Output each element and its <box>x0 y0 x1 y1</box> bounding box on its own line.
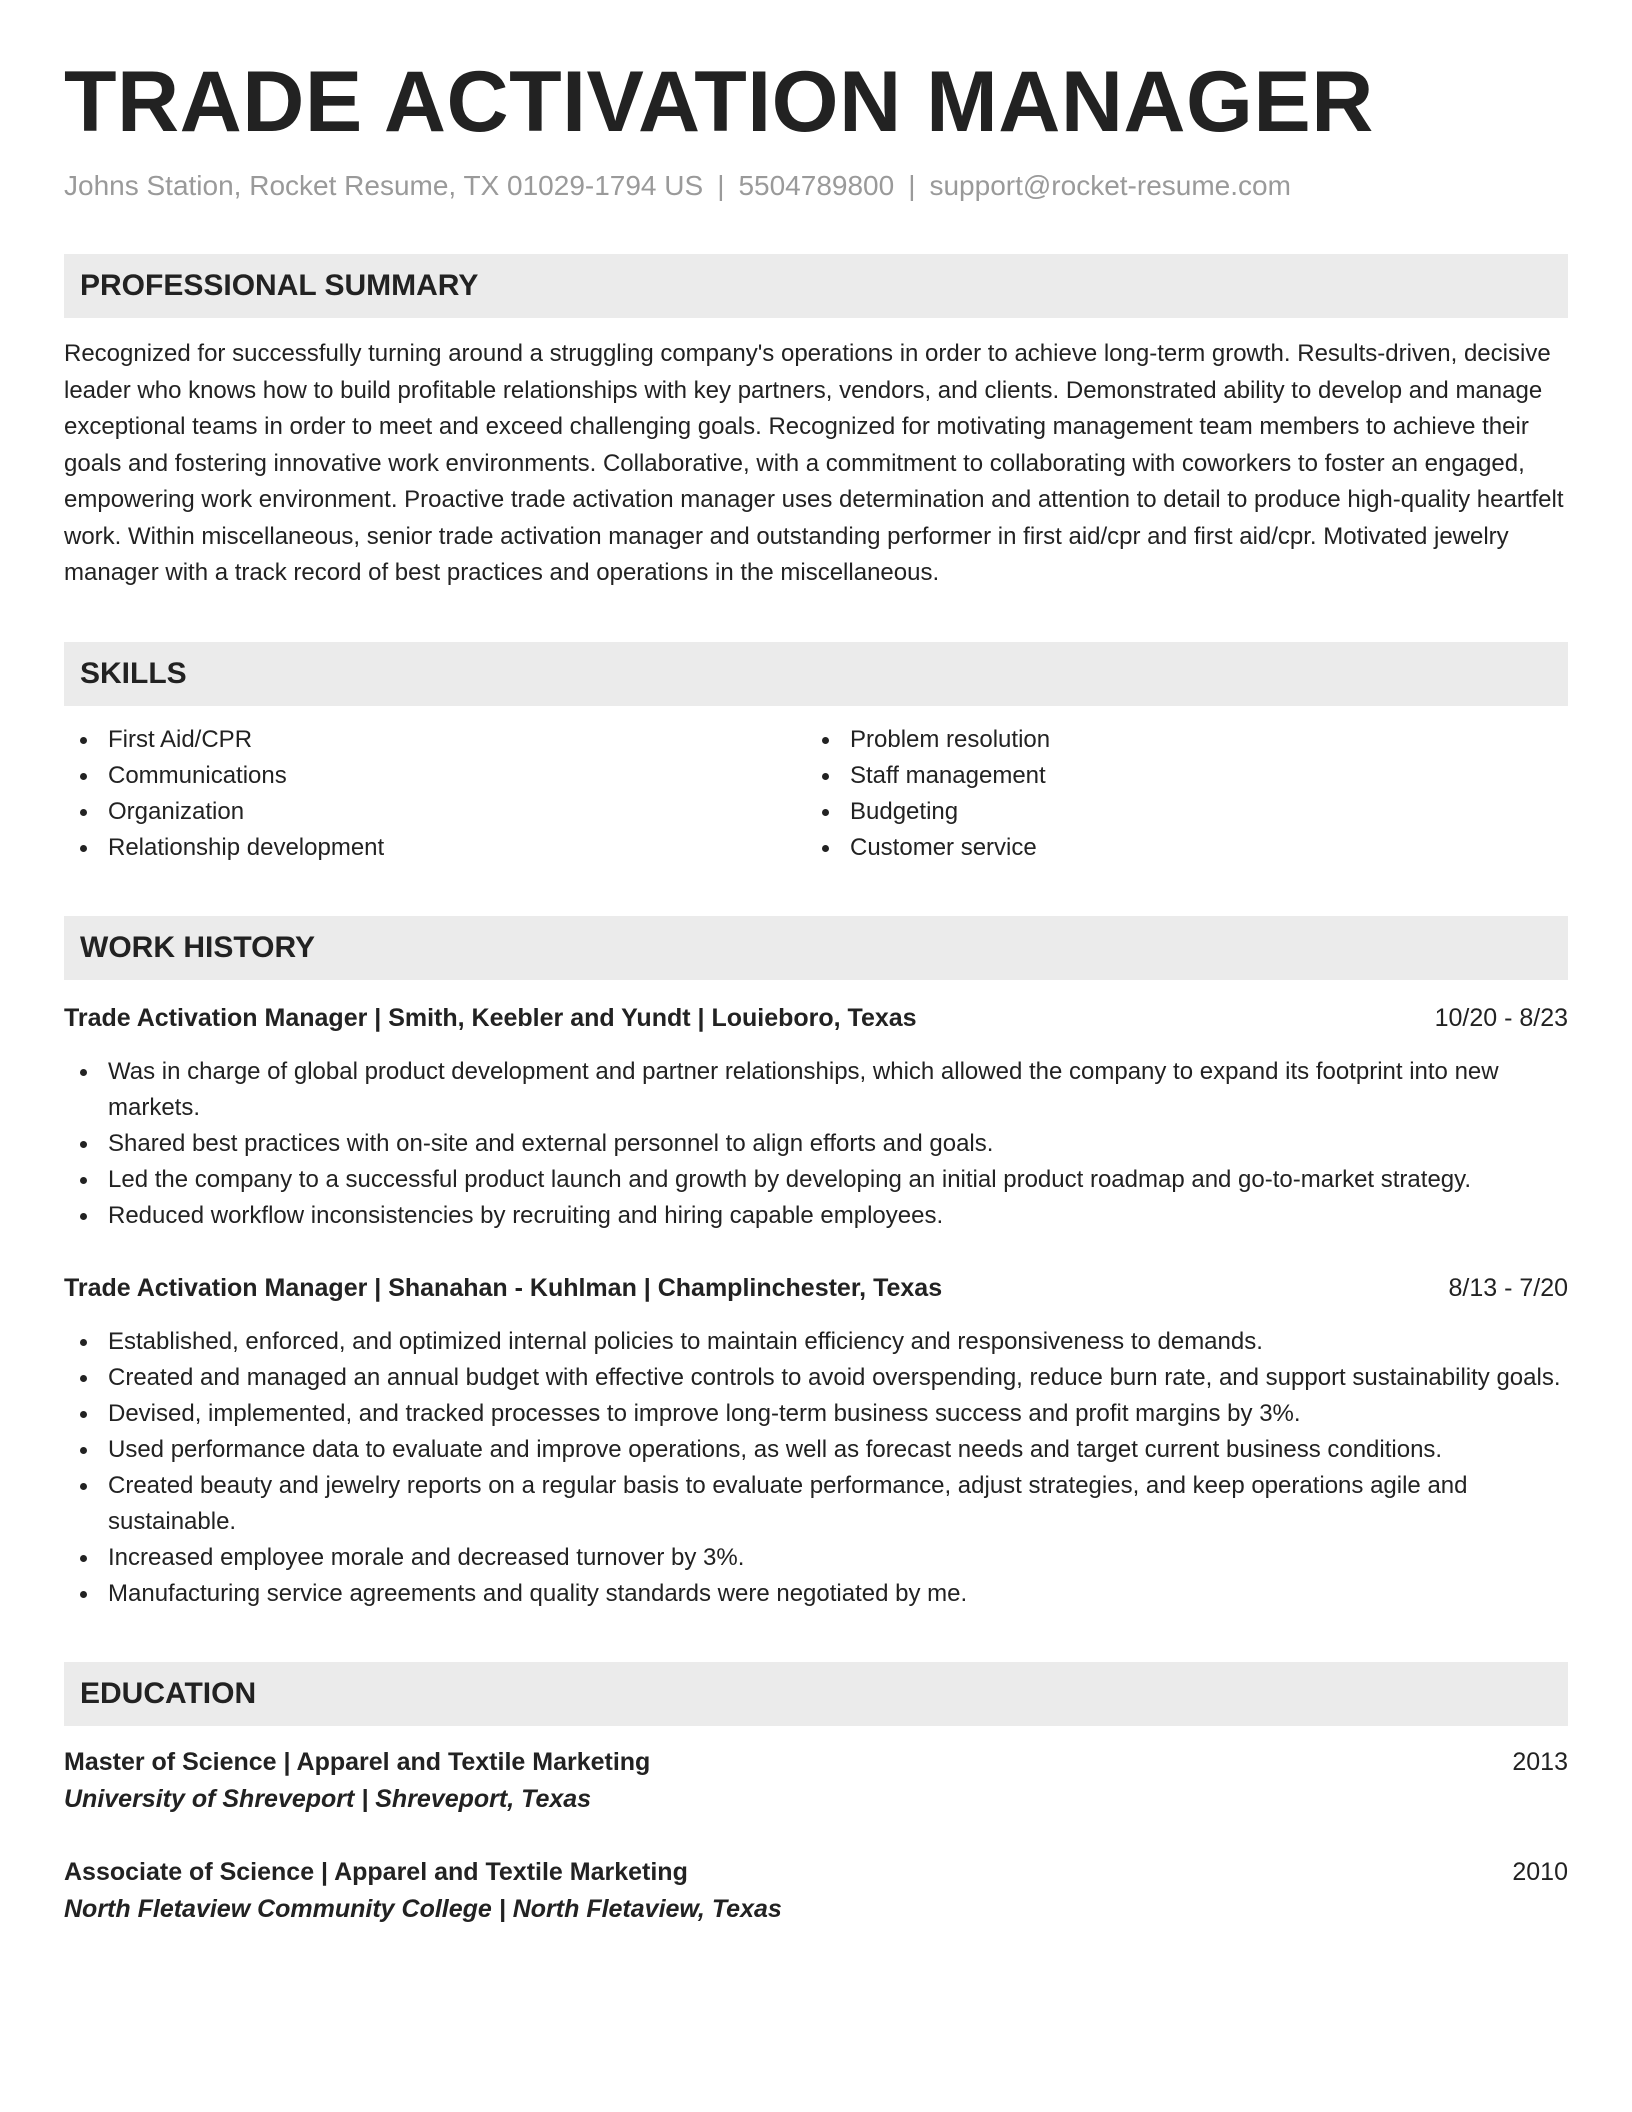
job-bullet: Manufacturing service agreements and quality standards were negotiated by me. <box>64 1576 1568 1612</box>
education-school: North Fletaview Community College | North Fletaview, Texas <box>64 1894 782 1923</box>
job-bullet: Created beauty and jewelry reports on a regular basis to evaluate performance, adjust strategies, and keep operations agile and sustainable. <box>64 1468 1568 1540</box>
job-header <box>64 1270 1568 1306</box>
skill-item: Budgeting <box>806 794 1548 830</box>
job-bullets <box>64 1054 1568 1234</box>
summary-heading: PROFESSIONAL SUMMARY <box>64 254 1568 318</box>
skills-heading: SKILLS <box>64 642 1568 706</box>
work-history-heading: WORK HISTORY <box>64 916 1568 980</box>
skill-item: Customer service <box>806 830 1548 866</box>
education-year: 2013 <box>1512 1747 1568 1776</box>
contact-separator: | <box>717 170 725 201</box>
job-bullet: Was in charge of global product development and partner relationships, which allowed the company to expand its footprint into new markets. <box>64 1054 1568 1126</box>
job-title: Trade Activation Manager | Smith, Keebler and Yundt | Louieboro, Texas <box>64 1003 917 1032</box>
job-entry <box>64 1270 1568 1612</box>
skill-item: Organization <box>64 794 806 830</box>
job-bullet: Created and managed an annual budget with effective controls to avoid overspending, reduce burn rate, and support sustainability goals. <box>64 1360 1568 1396</box>
job-entry <box>64 1000 1568 1234</box>
skills-list <box>64 722 1568 866</box>
job-bullets <box>64 1324 1568 1612</box>
contact-separator: | <box>908 170 916 201</box>
education-entry <box>64 1744 1568 1818</box>
job-bullet: Led the company to a successful product launch and growth by developing an initial product roadmap and go-to-market strategy. <box>64 1162 1568 1198</box>
job-bullet: Devised, implemented, and tracked processes to improve long-term business success and profit margins by 3%. <box>64 1396 1568 1432</box>
education-degree: Associate of Science | Apparel and Textile Marketing <box>64 1857 688 1886</box>
summary-text: Recognized for successfully turning around a struggling company's operations in order to achieve long-term growth. Results-driven, decisive leader who knows how to build profitable relationships with key partners, vendors, and clients. Demonstrated ability to develop and manage exceptional teams in order to meet and exceed challenging goals. Recognized for motivating management team members to achieve their goals and fostering innovative work environments. Collaborative, with a commitment to collaborating with coworkers to foster an engaged, empowering work environment. Proactive trade activation manager uses determination and attention to detail to produce high-quality heartfelt work. Within miscellaneous, senior trade activation manager and outstanding performer in first aid/cpr and first aid/cpr. Motivated jewelry manager with a track record of best practices and operations in the miscellaneous. <box>64 340 1564 586</box>
contact-line <box>64 168 1568 204</box>
contact-address: Johns Station, Rocket Resume, TX 01029-1794 US <box>64 170 704 201</box>
skills-column-right <box>806 722 1548 866</box>
job-bullet: Increased employee morale and decreased turnover by 3%. <box>64 1540 1568 1576</box>
job-dates: 8/13 - 7/20 <box>1448 1273 1568 1302</box>
education-entry <box>64 1854 1568 1928</box>
job-bullet: Established, enforced, and optimized internal policies to maintain efficiency and responsiveness to demands. <box>64 1324 1568 1360</box>
skill-item: First Aid/CPR <box>64 722 806 758</box>
job-header <box>64 1000 1568 1036</box>
education-heading: EDUCATION <box>64 1662 1568 1726</box>
education-school: University of Shreveport | Shreveport, Texas <box>64 1784 592 1813</box>
job-dates: 10/20 - 8/23 <box>1434 1003 1568 1032</box>
education-year: 2010 <box>1512 1857 1568 1886</box>
skill-item: Problem resolution <box>806 722 1548 758</box>
skill-item: Relationship development <box>64 830 806 866</box>
skill-item: Communications <box>64 758 806 794</box>
contact-phone: 5504789800 <box>738 170 895 201</box>
education-degree: Master of Science | Apparel and Textile Marketing <box>64 1747 651 1776</box>
education-header <box>64 1854 1568 1890</box>
education-header <box>64 1744 1568 1780</box>
job-bullet: Reduced workflow inconsistencies by recruiting and hiring capable employees. <box>64 1198 1568 1234</box>
job-title: Trade Activation Manager | Shanahan - Kuhlman | Champlinchester, Texas <box>64 1273 943 1302</box>
skills-column-left <box>64 722 806 866</box>
job-bullet: Shared best practices with on-site and external personnel to align efforts and goals. <box>64 1126 1568 1162</box>
skill-item: Staff management <box>806 758 1548 794</box>
resume-name: TRADE ACTIVATION MANAGER <box>64 54 1374 150</box>
contact-email[interactable]: support@rocket-resume.com <box>929 170 1291 201</box>
job-bullet: Used performance data to evaluate and improve operations, as well as forecast needs and target current business conditions. <box>64 1432 1568 1468</box>
